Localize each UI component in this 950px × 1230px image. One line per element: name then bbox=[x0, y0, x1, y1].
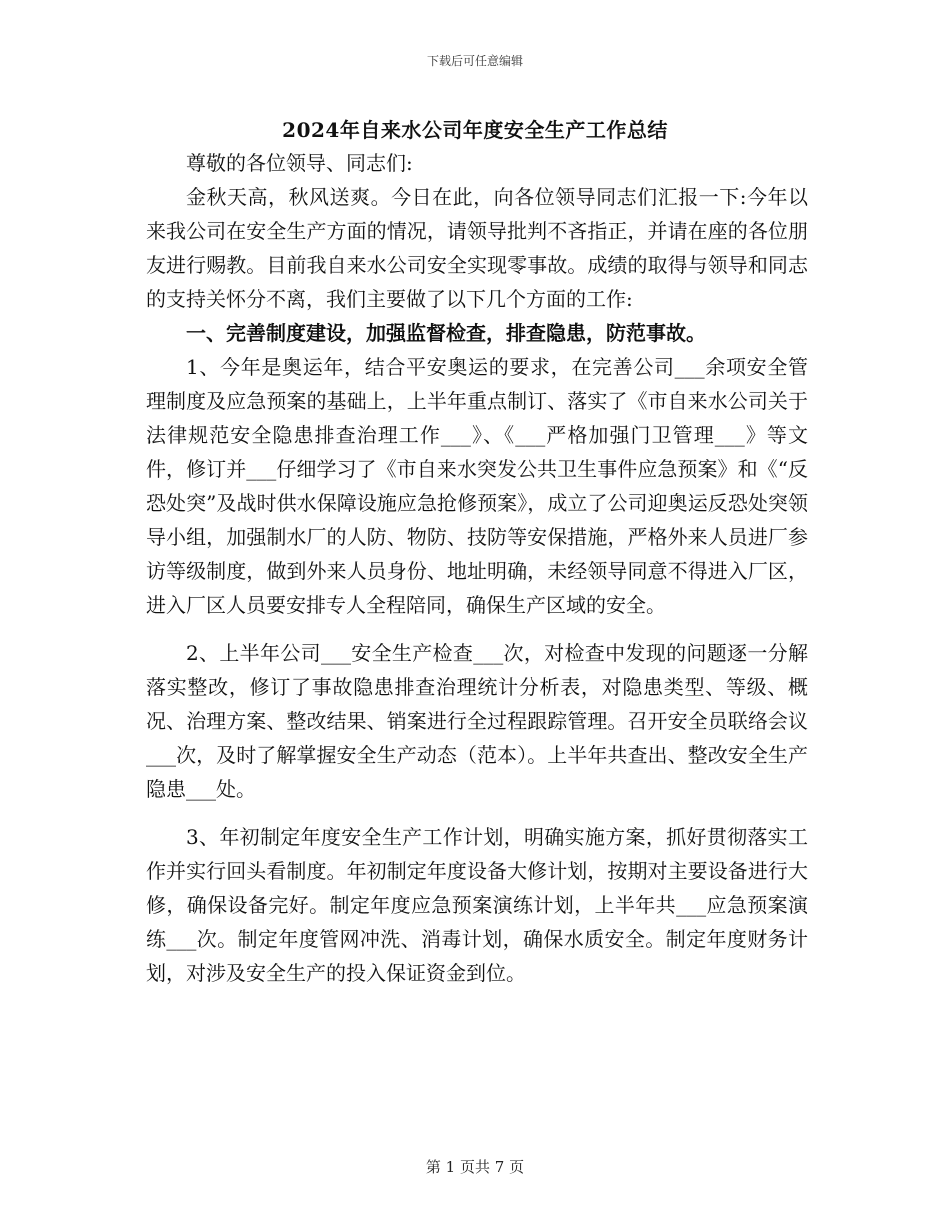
header-note: 下载后可任意编辑 bbox=[426, 54, 523, 68]
page-number: 第 1 页共 7 页 bbox=[425, 1158, 525, 1176]
document-body bbox=[146, 146, 808, 990]
section-heading: 一、完善制度建设，加强监督检查，排查隐患，防范事故。 bbox=[186, 321, 706, 345]
salutation: 尊敬的各位领导、同志们: bbox=[186, 151, 413, 175]
paragraph-item-2: 2、上半年公司___安全生产检查___次，对检查中发现的问题逐一分解落实整改，修订了事故隐患排查治理统计分析表，对隐患类型、等级、概况、治理方案、整改结果、销案进行全过程跟踪管理。召开安全员联络会议___次，及时了解掌握安全生产动态（范本）。上半年共查出、整改安全生产隐患___处。 bbox=[146, 641, 808, 801]
intro-paragraph: 金秋天高，秋风送爽。今日在此，向各位领导同志们汇报一下:今年以来我公司在安全生产方面的情况，请领导批判不吝指正，并请在座的各位朋友进行赐教。目前我自来水公司安全实现零事故。成绩的取得与领导和同志的支持关怀分不离，我们主要做了以下几个方面的工作: bbox=[146, 185, 808, 311]
document-title: 2024年自来水公司年度安全生产工作总结 bbox=[282, 118, 668, 142]
paragraph-item-3: 3、年初制定年度安全生产工作计划，明确实施方案，抓好贯彻落实工作并实行回头看制度。年初制定年度设备大修计划，按期对主要设备进行大修，确保设备完好。制定年度应急预案演练计划，上半年共___应急预案演练___次。制定年度管网冲洗、消毒计划，确保水质安全。制定年度财务计划，对涉及安全生产的投入保证资金到位。 bbox=[146, 825, 808, 985]
paragraph-item-1: 1、今年是奥运年，结合平安奥运的要求，在完善公司___余项安全管理制度及应急预案的基础上，上半年重点制订、落实了《市自来水公司关于法律规范安全隐患排查治理工作___》、《___严格加强门卫管理___》等文件，修订并___仔细学习了《市自来水突发公共卫生事件应急预案》和《“反恐处突”及战时供水保障设施应急抢修预案》，成立了公司迎奥运反恐处突领导小组，加强制水厂的人防、物防、技防等安保措施，严格外来人员进厂参访等级制度，做到外来人员身份、地址明确，未经领导同意不得进入厂区，进入厂区人员要安排专人全程陪同，确保生产区域的安全。 bbox=[146, 355, 808, 617]
